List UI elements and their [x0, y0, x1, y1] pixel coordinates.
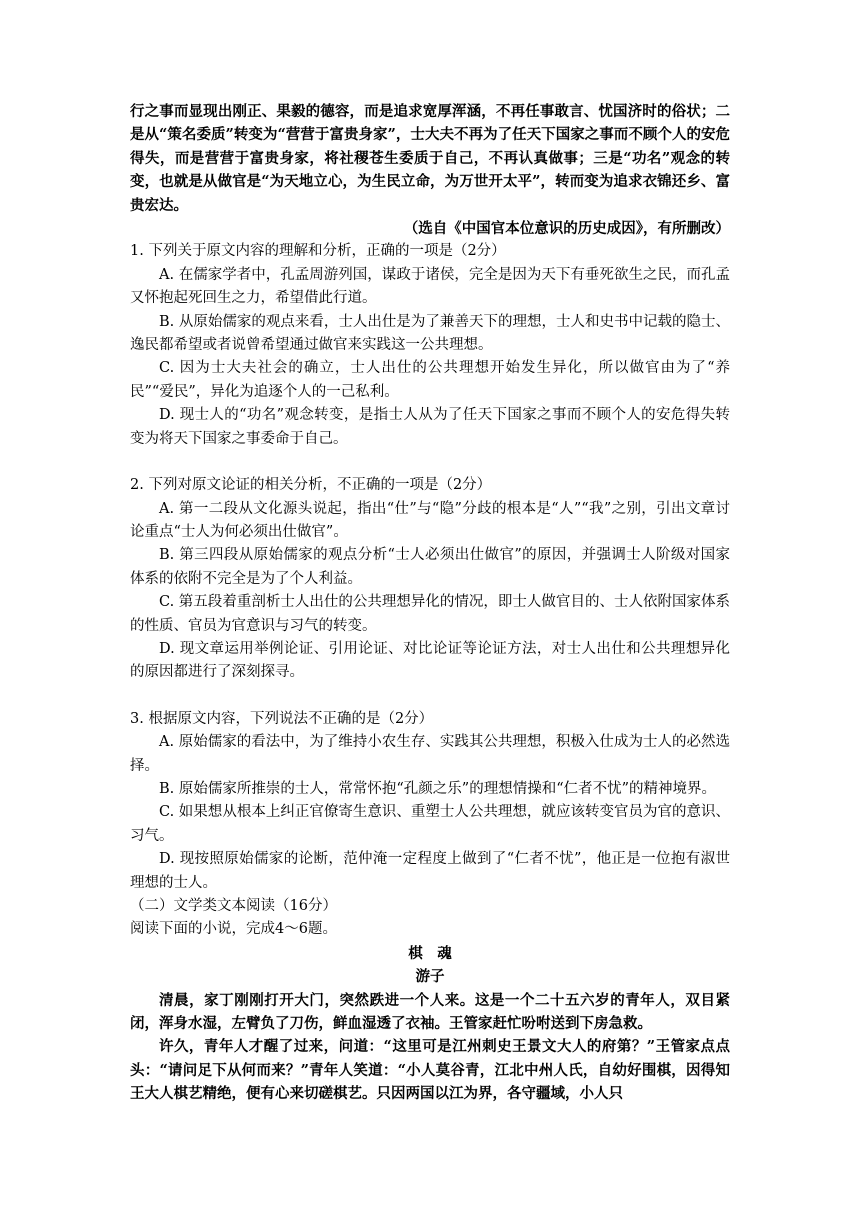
story-title: 棋 魂 — [408, 944, 452, 962]
option-c: C. 第五段着重剖析士人出仕的公共理想异化的情况，即士人做官目的、士人依附国家体系的性质、官员为官意识与习气的转变。 — [130, 594, 730, 634]
question-stem: 3. 根据原文内容，下列说法不正确的是（2分） — [130, 710, 434, 727]
question-stem: 2. 下列对原文论证的相关分析，不正确的一项是（2分） — [130, 477, 492, 494]
option-b: B. 从原始儒家的观点来看，士人出仕是为了兼善天下的理想，士人和史书中记载的隐士、逸民都希望或者说曾希望通过做官来实践这一公共理想。 — [130, 313, 730, 354]
section-heading: （二）文学类文本阅读（16分） — [130, 898, 337, 914]
option-a: A. 原始儒家的看法中，为了维持小农生存、实践其公共理想，积极入仕成为士人的必然选择。 — [130, 734, 730, 774]
option-c: C. 因为士大夫社会的确立，士人出仕的公共理想开始发生异化，所以做官由为了“养民”“爱民”，异化为追逐个人的一己私利。 — [130, 360, 730, 400]
source-citation: （选自《中国官本位意识的历史成因》，有所删改） — [403, 220, 730, 238]
option-d: D. 现文章运用举例论证、引用论证、对比论证等论证方法，对士人出仕和公共理想异化的原因都进行了深刻探寻。 — [130, 640, 730, 681]
story-author: 游子 — [415, 968, 445, 986]
section-instruction: 阅读下面的小说，完成4～6题。 — [130, 921, 337, 938]
story-paragraph-2: 许久，青年人才醒了过来，问道：“这里可是江州刺史王景文大人的府第？”王管家点点头：“请问足下从何而来？”青年人笑道：“小人莫谷青，江北中州人氏，自幼好围棋，因得知王大人棋艺精绝，便有心来切磋棋艺。只因两国以江为界，各守疆域，小人只 — [130, 1038, 730, 1103]
question-2 — [130, 474, 730, 685]
option-b: B. 原始儒家所推崇的士人，常常怀抱“孔颜之乐”的理想情操和“仁者不忧”的精神境界。 — [159, 780, 717, 797]
intro-paragraph: 行之事而显现出刚正、果毅的德容，而是追求宽厚浑涵，不再任事敢言、忧国济时的俗状；二是从“策名委质”转变为“营营于富贵身家”，士大夫不再为了任天下国家之事而不顾个人的安危得失，而是营营于富贵身家，将社稷苍生委质于自己，不再认真做事；三是“功名”观念的转变，也就是从做官是“为天地立心，为生民立命，为万世开太平”，转而变为追求衣锦还乡、富贵宏达。 — [130, 103, 730, 214]
option-b: B. 第三四段从原始儒家的观点分析“士人必须出仕做官”的原因，并强调士人阶级对国家体系的依附不完全是为了个人利益。 — [130, 547, 730, 587]
question-3 — [130, 708, 730, 895]
story-paragraph-1: 清晨，家丁刚刚打开大门，突然跌进一个人来。这是一个二十五六岁的青年人，双目紧闭，浑身水湿，左臂负了刀伤，鲜血湿透了衣袖。王管家赶忙吩咐送到下房急救。 — [130, 991, 730, 1033]
option-d: D. 现士人的“功名”观念转变，是指士人从为了任天下国家之事而不顾个人的安危得失转变为将天下国家之事委命于自己。 — [130, 407, 730, 447]
option-a: A. 第一二段从文化源头说起，指出“仕”与“隐”分歧的根本是“人”“我”之别，引出文章讨论重点“士人为何必须出仕做官”。 — [130, 500, 730, 540]
question-1 — [130, 240, 730, 451]
document-content — [130, 100, 730, 1106]
question-stem: 1. 下列关于原文内容的理解和分析，正确的一项是（2分） — [130, 243, 506, 260]
option-d: D. 现按照原始儒家的论断，范仲淹一定程度上做到了“仁者不忧”，他正是一位抱有淑世理想的士人。 — [130, 851, 730, 891]
option-c: C. 如果想从根本上纠正官僚寄生意识、重塑士人公共理想，就应该转变官员为官的意识、习气。 — [130, 804, 730, 844]
option-a: A. 在儒家学者中，孔孟周游列国，谋政于诸侯，完全是因为天下有垂死欲生之民，而孔孟又怀抱起死回生之力，希望借此行道。 — [130, 266, 730, 307]
